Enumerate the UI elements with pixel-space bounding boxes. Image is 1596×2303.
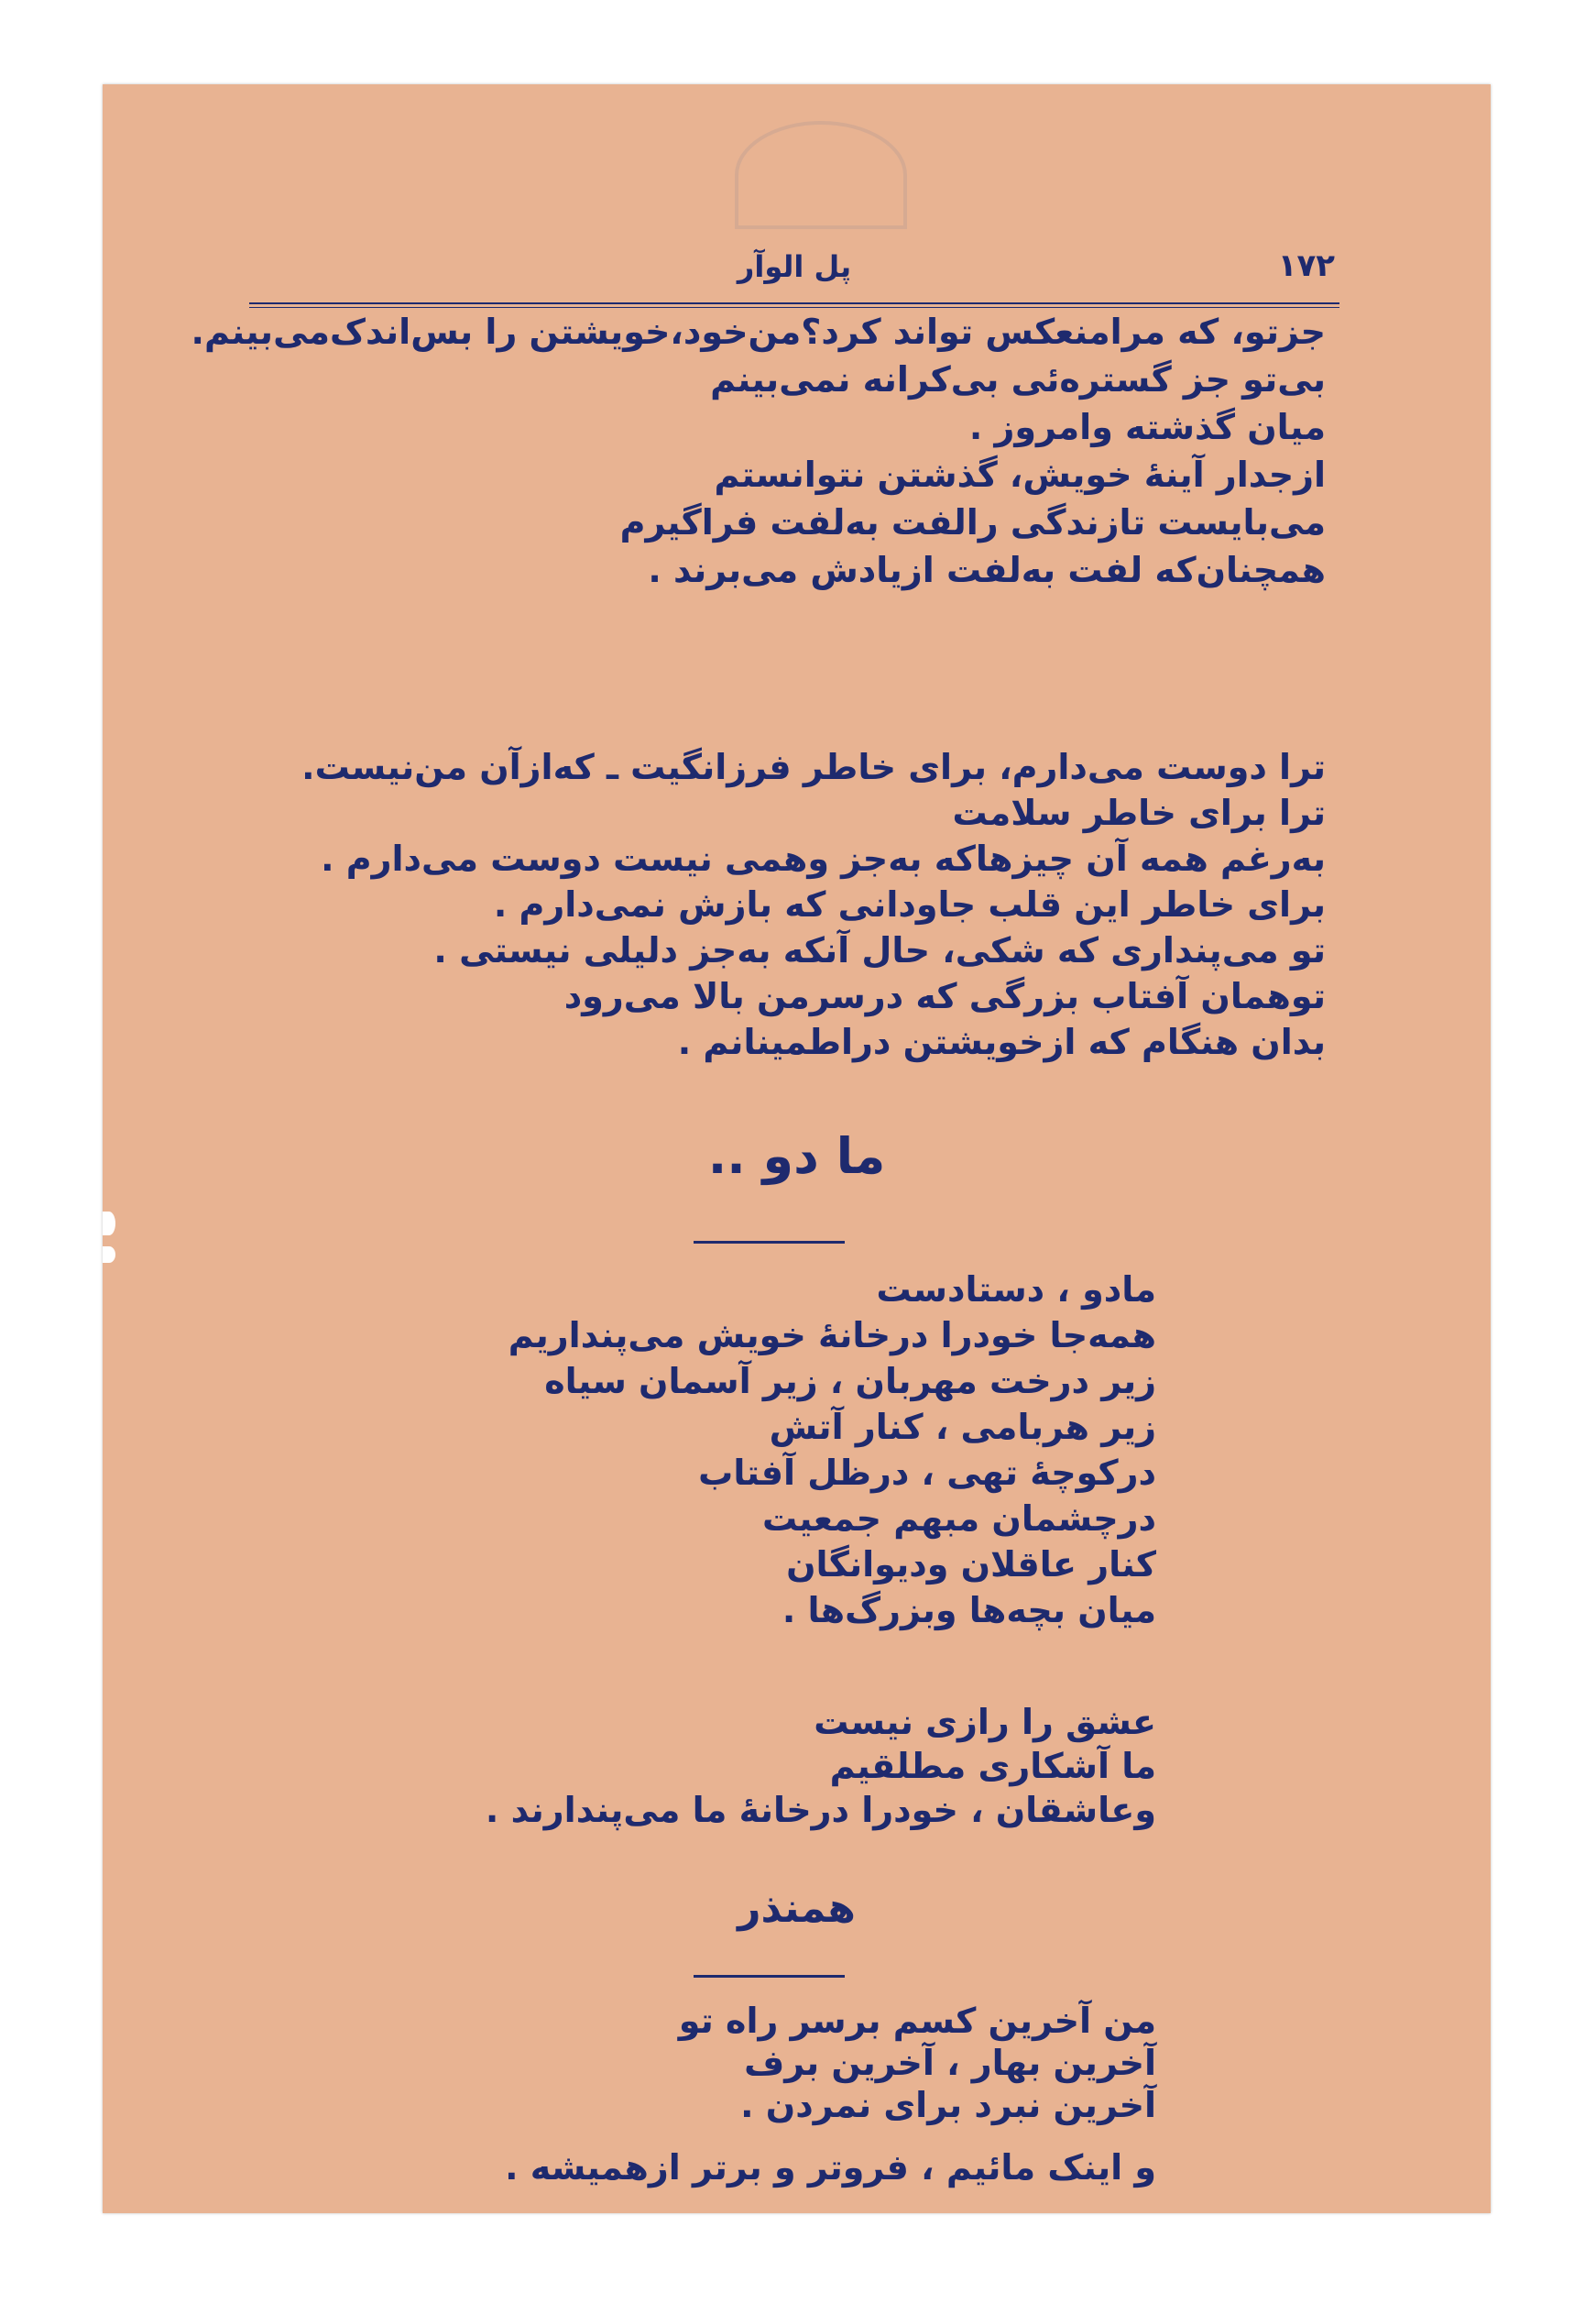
poem-line: و اینک مائیم ، فروتر و برتر ازهمیشه . <box>505 2147 1156 2188</box>
poem-line: ترا برای خاطر سلامت <box>952 793 1326 833</box>
poem-line: توهمان آفتاب بزرگی که درسرمن بالا می‌رود <box>563 976 1326 1016</box>
poem-line: کنار عاقلان ودیوانگان <box>786 1544 1156 1585</box>
poem-line: میان بچه‌ها وبزرگ‌ها . <box>782 1590 1156 1630</box>
poem-block-3 <box>377 1267 1156 1633</box>
poem-block-4 <box>377 1700 1156 1832</box>
poem-line: به‌رغم همه آن چیزهاکه به‌جز وهمی نیست دوست می‌دارم . <box>321 839 1326 879</box>
poem-line: جزتو، که مرامنعکس تواند کرد؟من‌خود،خویشتن را بس‌اندک‌می‌بینم. <box>191 312 1326 352</box>
title-underline <box>694 1241 845 1244</box>
poem-line: تو می‌پنداری که شکی، حال آنکه به‌جز دلیلی نیستی . <box>433 930 1326 971</box>
bleed-through-ornament <box>735 121 907 229</box>
poem-block-1 <box>191 308 1326 594</box>
poem-line: بی‌تو جز گستره‌ئی بی‌کرانه نمی‌بینم <box>710 359 1326 400</box>
book-page <box>103 84 1491 2213</box>
poem-line: وعاشقان ، خودرا درخانهٔ ما می‌پندارند . <box>485 1790 1156 1830</box>
page-number: ۱۷۲ <box>1277 247 1335 284</box>
poem-line: عشق را رازی نیست <box>814 1702 1156 1742</box>
poem-line: برای خاطر این قلب جاودانی که بازش نمی‌دارم . <box>493 884 1326 925</box>
signature-underline <box>694 1975 845 1978</box>
poem-line: درکوچهٔ تهی ، درظل آفتاب <box>698 1453 1156 1493</box>
poem-line: میان گذشته وامروز . <box>968 407 1326 447</box>
poem-line: می‌بایست تازندگی رالفت به‌لفت فراگیرم <box>619 502 1326 543</box>
page-header <box>254 247 1335 295</box>
poem-line: من آخرین کسم برسر راه تو <box>678 2001 1156 2041</box>
poem-line: زیر هربامی ، کنار آتش <box>769 1407 1156 1447</box>
poem-line: همچنان‌که لفت به‌لفت ازیادش می‌برند . <box>648 550 1326 590</box>
poem-line: همه‌جا خودرا درخانهٔ خویش می‌پنداریم <box>508 1315 1156 1355</box>
poem-line: آخرین بهار ، آخرین برف <box>744 2043 1156 2083</box>
poem-block-5 <box>377 2000 1156 2188</box>
poem-title: ما دو .. <box>707 1127 886 1185</box>
poem-line: ازجدار آینهٔ خویش، گذشتن نتوانستم <box>714 455 1326 495</box>
poem-line: آخرین نبرد برای نمردن . <box>740 2085 1156 2125</box>
running-title: پل الوآر <box>737 249 852 284</box>
stanza-gap <box>377 2126 1156 2146</box>
section-signature: همنذر <box>738 1885 856 1932</box>
poem-line: ترا دوست می‌دارم، برای خاطر فرزانگیت ـ که‌ازآن من‌نیست. <box>301 747 1326 787</box>
poem-line: مادو ، دستادست <box>876 1269 1156 1310</box>
poem-line: بدان هنگام که ازخویشتن دراطمینانم . <box>677 1022 1326 1062</box>
poem-line: درچشمان مبهم جمعیت <box>761 1498 1156 1539</box>
poem-line: ما آشکاری مطلقیم <box>829 1746 1156 1786</box>
page-tear-mark <box>103 1246 115 1263</box>
page-tear-mark <box>103 1212 115 1235</box>
poem-block-2 <box>249 744 1326 1065</box>
poem-line: زیر درخت مهربان ، زیر آسمان سیاه <box>544 1361 1156 1401</box>
